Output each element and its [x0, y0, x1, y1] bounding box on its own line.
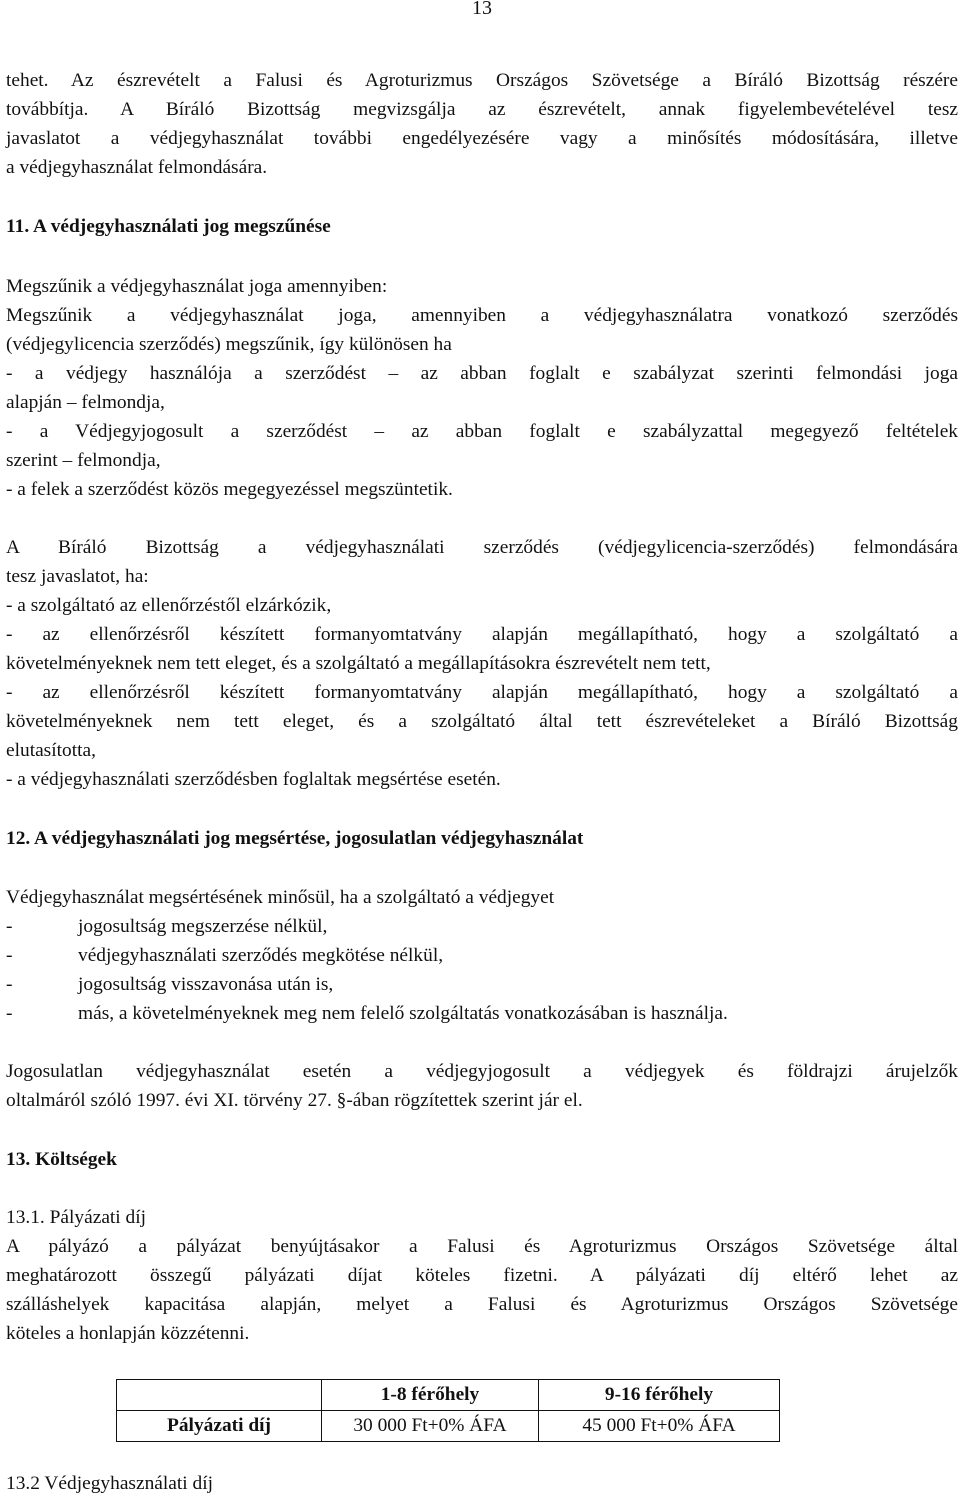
section-heading: 13. Költségek — [6, 1149, 117, 1170]
fee-table — [116, 1379, 780, 1442]
text-line: - a szolgáltató az ellenőrzéstől elzárkózik, — [6, 595, 332, 616]
text-line: elutasította, — [6, 740, 96, 761]
list-item: - jogosultság megszerzése nélkül, — [6, 916, 328, 937]
list-item-text: jogosultság megszerzése nélkül, — [78, 916, 328, 937]
list-item-text: védjegyhasználati szerződés megkötése nélkül, — [78, 945, 444, 966]
subsection-heading: 13.2 Védjegyhasználati díj — [6, 1473, 213, 1494]
text-line: követelményeknek nem tett eleget, és a szolgáltató által tett észrevételeket a Bíráló Bizottság — [6, 711, 958, 732]
text-line: javaslatot a védjegyhasználat további engedélyezésére vagy a minősítés módosítására, illetve — [6, 128, 958, 149]
subsection-heading: 13.1. Pályázati díj — [6, 1207, 147, 1228]
text-line: (védjegylicencia szerződés) megszűnik, így különösen ha — [6, 334, 452, 355]
text-line: A Bíráló Bizottság a védjegyhasználati szerződés (védjegylicencia-szerződés) felmondására — [6, 537, 958, 558]
text-line: Megszűnik a védjegyhasználat joga, amennyiben a védjegyhasználatra vonatkozó szerződés — [6, 305, 958, 326]
text-line: Védjegyhasználat megsértésének minősül, ha a szolgáltató a védjegyet — [6, 887, 555, 908]
table-cell: 45 000 Ft+0% ÁFA — [539, 1411, 780, 1442]
text-line: tesz javaslatot, ha: — [6, 566, 149, 587]
section-heading: 12. A védjegyhasználati jog megsértése, jogosulatlan védjegyhasználat — [6, 828, 584, 849]
text-line: a védjegyhasználat felmondására. — [6, 157, 268, 178]
text-line: - a védjegy használója a szerződést – az abban foglalt e szabályzat szerinti felmondási joga — [6, 363, 958, 384]
list-item-text: más, a követelményeknek meg nem felelő szolgáltatás vonatkozásában is használja. — [78, 1003, 728, 1024]
text-line: meghatározott összegű pályázati díjat köteles fizetni. A pályázati díj eltérő lehet az — [6, 1265, 958, 1286]
table-row — [117, 1411, 780, 1442]
table-header-cell — [117, 1380, 322, 1411]
text-line: követelményeknek nem tett eleget, és a szolgáltató a megállapításokra észrevételt nem tett, — [6, 653, 711, 674]
text-line: - a felek a szerződést közös megegyezéssel megszüntetik. — [6, 479, 453, 500]
text-line: Megszűnik a védjegyhasználat joga amennyiben: — [6, 276, 388, 297]
list-item: - jogosultság visszavonása után is, — [6, 974, 334, 995]
text-line: köteles a honlapján közzétenni. — [6, 1323, 250, 1344]
text-line: alapján – felmondja, — [6, 392, 165, 413]
text-line: - az ellenőrzésről készített formanyomtatvány alapján megállapítható, hogy a szolgáltató a — [6, 682, 958, 703]
list-item: - más, a követelményeknek meg nem felelő szolgáltatás vonatkozásában is használja. — [6, 1003, 728, 1024]
text-line: szálláshelyek kapacitása alapján, melyet a Falusi és Agroturizmus Országos Szövetsége — [6, 1294, 958, 1315]
list-item: - védjegyhasználati szerződés megkötése nélkül, — [6, 945, 444, 966]
text-line: tehet. Az észrevételt a Falusi és Agroturizmus Országos Szövetsége a Bíráló Bizottság részére — [6, 70, 958, 91]
text-line: szerint – felmondja, — [6, 450, 161, 471]
text-line: oltalmáról szóló 1997. évi XI. törvény 27. §-ában rögzítettek szerint jár el. — [6, 1090, 583, 1111]
table-row-label: Pályázati díj — [117, 1411, 322, 1442]
table-cell: 30 000 Ft+0% ÁFA — [322, 1411, 539, 1442]
text-line: Jogosulatlan védjegyhasználat esetén a védjegyjogosult a védjegyek és földrajzi árujelzők — [6, 1061, 958, 1082]
table-header-cell: 1-8 férőhely — [322, 1380, 539, 1411]
text-line: - a Védjegyjogosult a szerződést – az abban foglalt e szabályzattal megegyező feltételek — [6, 421, 958, 442]
text-line: továbbítja. A Bíráló Bizottság megvizsgálja az észrevételt, annak figyelembevételével tesz — [6, 99, 958, 120]
text-line: - az ellenőrzésről készített formanyomtatvány alapján megállapítható, hogy a szolgáltató a — [6, 624, 958, 645]
text-line: A pályázó a pályázat benyújtásakor a Falusi és Agroturizmus Országos Szövetsége által — [6, 1236, 958, 1257]
page-number: 13 — [472, 0, 492, 19]
text-line: - a védjegyhasználati szerződésben foglaltak megsértése esetén. — [6, 769, 501, 790]
list-item-text: jogosultság visszavonása után is, — [78, 974, 334, 995]
table-header-row — [117, 1380, 780, 1411]
section-heading: 11. A védjegyhasználati jog megszűnése — [6, 216, 331, 237]
table-header-cell: 9-16 férőhely — [539, 1380, 780, 1411]
